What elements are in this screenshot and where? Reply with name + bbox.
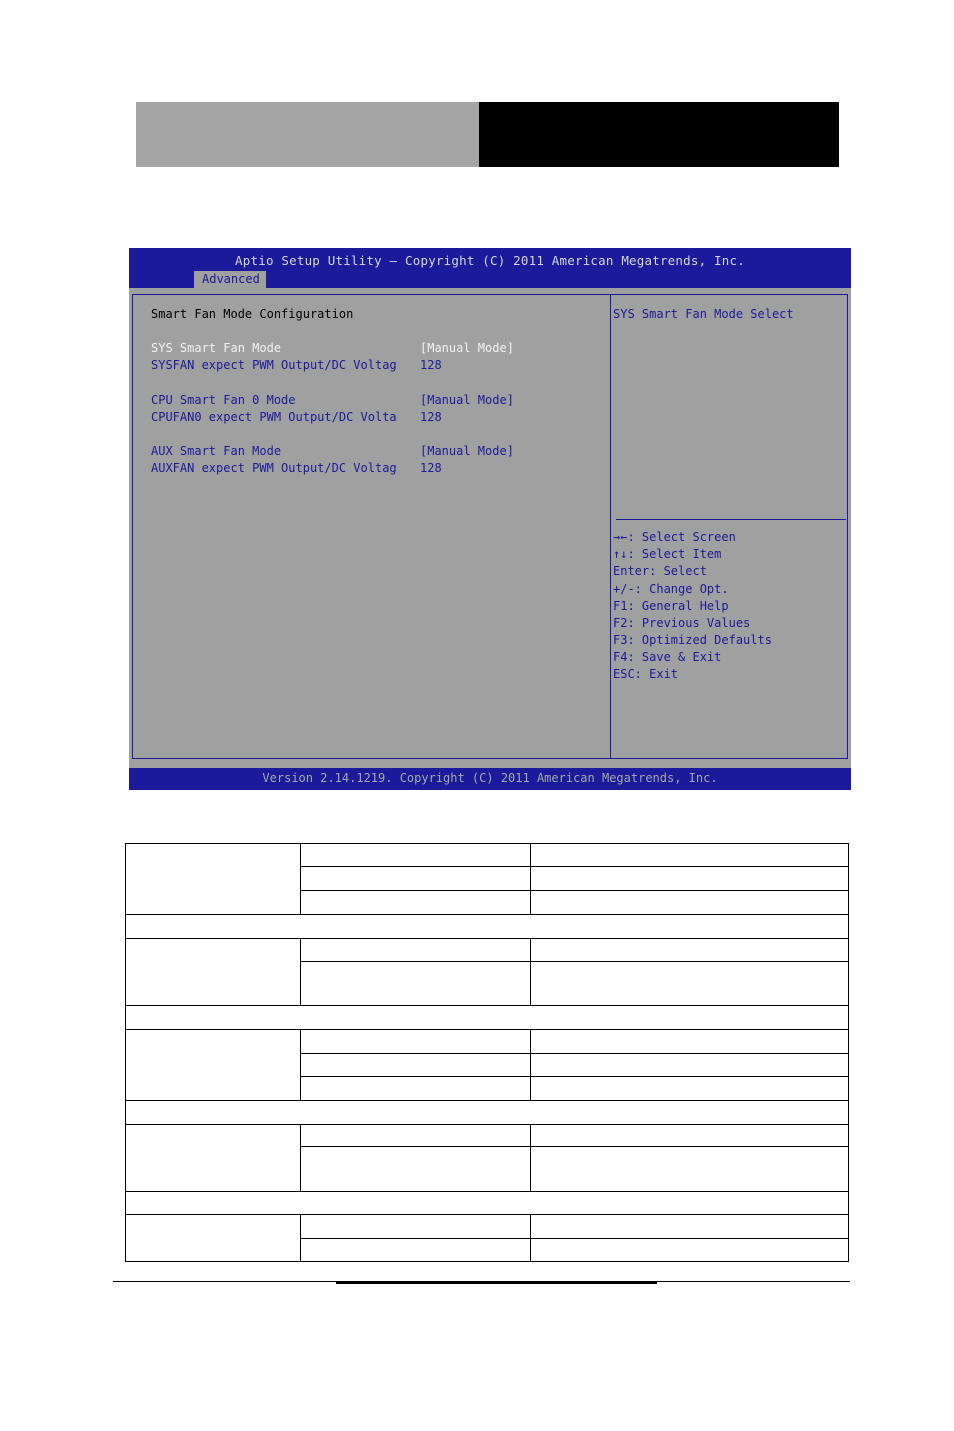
header-gray-band: [136, 102, 479, 167]
bios-title: Aptio Setup Utility – Copyright (C) 2011 American Megatrends, Inc.: [235, 253, 745, 268]
table-cell: [300, 844, 531, 867]
table-cell: [300, 939, 531, 962]
table-cell: [126, 1215, 301, 1262]
table-cell: [300, 1215, 531, 1239]
table-cell: [531, 1125, 849, 1147]
table-row: [126, 1192, 849, 1215]
key-hint: F1: General Help: [613, 599, 729, 613]
header-black-band: [479, 102, 839, 167]
table-cell: [531, 1239, 849, 1262]
table-cell: [531, 962, 849, 1006]
key-hint: F3: Optimized Defaults: [613, 633, 772, 647]
setting-cpu-fan-mode-value[interactable]: [Manual Mode]: [420, 393, 514, 407]
table-cell: [300, 1125, 531, 1147]
key-hint: ESC: Exit: [613, 667, 679, 681]
table-cell: [300, 891, 531, 915]
setting-auxfan-pwm-label[interactable]: AUXFAN expect PWM Output/DC Voltag: [151, 461, 397, 475]
table-cell: [531, 939, 849, 962]
bios-body: [129, 288, 851, 768]
table-cell: [300, 1077, 531, 1101]
setting-cpufan-pwm-label[interactable]: CPUFAN0 expect PWM Output/DC Volta: [151, 410, 397, 424]
bios-footer: [129, 769, 851, 787]
key-hint: F2: Previous Values: [613, 616, 751, 630]
table-cell: [300, 962, 531, 1006]
table-row: [126, 915, 849, 939]
setting-auxfan-pwm-value[interactable]: 128: [420, 461, 442, 475]
key-hint: F4: Save & Exit: [613, 650, 722, 664]
table-cell: [126, 1030, 301, 1101]
table-cell: [300, 1147, 531, 1192]
panel-divider: [610, 295, 611, 758]
setting-aux-fan-mode-value[interactable]: [Manual Mode]: [420, 444, 514, 458]
setting-cpu-fan-mode-label[interactable]: CPU Smart Fan 0 Mode: [151, 393, 296, 407]
table-cell: [126, 1125, 301, 1192]
table-cell: [300, 1054, 531, 1077]
key-hint: Enter: Select: [613, 564, 707, 578]
section-heading: Smart Fan Mode Configuration: [151, 307, 354, 321]
setting-aux-fan-mode-label[interactable]: AUX Smart Fan Mode: [151, 444, 282, 458]
settings-table: [125, 843, 849, 1262]
table-cell: [531, 1147, 849, 1192]
table-cell: [300, 1239, 531, 1262]
key-hint: ↑↓: Select Item: [613, 547, 722, 561]
footer-rule-accent: [336, 1281, 657, 1284]
table-cell: [531, 1054, 849, 1077]
help-separator: [616, 519, 846, 520]
table-cell: [300, 1030, 531, 1054]
bios-screenshot: [129, 248, 851, 790]
table-cell: [126, 844, 301, 915]
table-row: [126, 1101, 849, 1125]
table-cell: [531, 1215, 849, 1239]
setting-sysfan-pwm-value[interactable]: 128: [420, 358, 442, 372]
tab-advanced[interactable]: Advanced: [194, 271, 266, 288]
table-cell: [531, 891, 849, 915]
footer-text: Version 2.14.1219. Copyright (C) 2011 American Megatrends, Inc.: [262, 771, 718, 785]
key-hint: →←: Select Screen: [613, 530, 736, 544]
setting-sys-fan-mode-value[interactable]: [Manual Mode]: [420, 341, 514, 355]
setting-cpufan-pwm-value[interactable]: 128: [420, 410, 442, 424]
table-cell: [531, 867, 849, 891]
table-cell: [531, 844, 849, 867]
setting-sys-fan-mode-label[interactable]: SYS Smart Fan Mode: [151, 341, 282, 355]
setting-sysfan-pwm-label[interactable]: SYSFAN expect PWM Output/DC Voltag: [151, 358, 397, 372]
help-text: SYS Smart Fan Mode Select: [613, 307, 794, 321]
table-cell: [531, 1077, 849, 1101]
table-cell: [300, 867, 531, 891]
key-hint: +/-: Change Opt.: [613, 582, 729, 596]
table-cell: [531, 1030, 849, 1054]
table-row: [126, 1006, 849, 1030]
bios-frame: [132, 294, 848, 759]
table-cell: [126, 939, 301, 1006]
